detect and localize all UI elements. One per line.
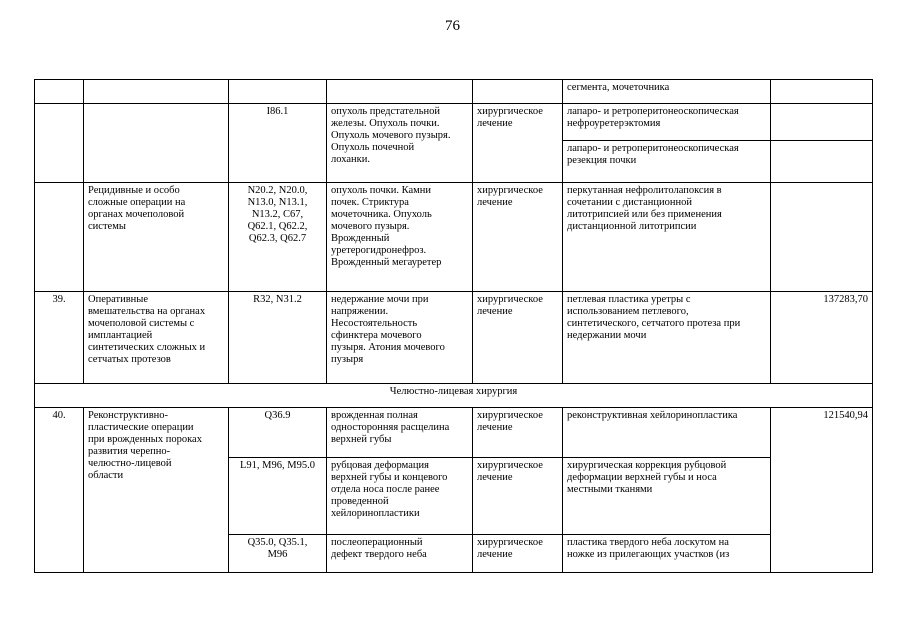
table-row — [35, 80, 873, 104]
treatment-method: пластика твердого неба лоскутом на ножке из прилегающих участков (из — [563, 535, 771, 573]
table-row — [35, 292, 873, 384]
treatment-type: хирургическое лечение — [473, 458, 563, 535]
page-number: 76 — [445, 18, 460, 34]
price — [771, 104, 873, 141]
group-name — [84, 104, 229, 183]
diagnosis: врожденная полная односторонняя расщелина верхней губы — [327, 408, 473, 458]
diagnosis: опухоль почки. Камни почек. Стриктура мочеточника. Опухоль мочевого пузыря. Врожденный уретерогидронефроз. Врожденный мегауретер — [327, 183, 473, 292]
price: 137283,70 — [771, 292, 873, 384]
diagnosis: послеоперационный дефект твердого неба — [327, 535, 473, 573]
table-row — [35, 408, 873, 458]
icd-code: Q35.0, Q35.1, M96 — [229, 535, 327, 573]
group-name: Рецидивные и особо сложные операции на органах мочеполовой системы — [84, 183, 229, 292]
icd-code: L91, M96, M95.0 — [229, 458, 327, 535]
treatment-method: перкутанная нефролитолапоксия в сочетании с дистанционной литотрипсией или без применения дистанционной литотрипсии — [563, 183, 771, 292]
treatment-type: хирургическое лечение — [473, 292, 563, 384]
row-number: 39. — [35, 292, 84, 384]
treatment-type: хирургическое лечение — [473, 408, 563, 458]
price — [771, 183, 873, 292]
section-title: Челюстно-лицевая хирургия — [35, 384, 873, 408]
icd-code: N20.2, N20.0, N13.0, N13.1, N13.2, C67, Q62.1, Q62.2, Q62.3, Q62.7 — [229, 183, 327, 292]
group-name: Оперативные вмешательства на органах мочеполовой системы с имплантацией синтетических сложных и сетчатых протезов — [84, 292, 229, 384]
diagnosis — [327, 80, 473, 104]
table-row — [35, 104, 873, 141]
row-number — [35, 80, 84, 104]
treatment-type: хирургическое лечение — [473, 104, 563, 183]
diagnosis: опухоль предстательной железы. Опухоль почки. Опухоль мочевого пузыря. Опухоль почечной лоханки. — [327, 104, 473, 183]
medical-services-table — [34, 79, 873, 573]
treatment-method: хирургическая коррекция рубцовой деформации верхней губы и носа местными тканями — [563, 458, 771, 535]
icd-code: Q36.9 — [229, 408, 327, 458]
price: 121540,94 — [771, 408, 873, 573]
treatment-method: сегмента, мочеточника — [563, 80, 771, 104]
treatment-method: лапаро- и ретроперитонеоскопическая резекция почки — [563, 141, 771, 183]
treatment-type — [473, 80, 563, 104]
group-name: Реконструктивно- пластические операции при врожденных пороках развития черепно- челюстно-лицевой области — [84, 408, 229, 573]
icd-code — [229, 80, 327, 104]
icd-code: R32, N31.2 — [229, 292, 327, 384]
row-number — [35, 183, 84, 292]
icd-code: I86.1 — [229, 104, 327, 183]
treatment-type: хирургическое лечение — [473, 183, 563, 292]
row-number: 40. — [35, 408, 84, 573]
price — [771, 80, 873, 104]
group-name — [84, 80, 229, 104]
treatment-method: лапаро- и ретроперитонеоскопическая нефроуретерэктомия — [563, 104, 771, 141]
price — [771, 141, 873, 183]
treatment-method: петлевая пластика уретры с использованием петлевого, синтетического, сетчатого протеза при недержании мочи — [563, 292, 771, 384]
row-number — [35, 104, 84, 183]
treatment-method: реконструктивная хейлоринопластика — [563, 408, 771, 458]
section-row — [35, 384, 873, 408]
table-row — [35, 183, 873, 292]
diagnosis: недержание мочи при напряжении. Несостоятельность сфинктера мочевого пузыря. Атония мочевого пузыря — [327, 292, 473, 384]
diagnosis: рубцовая деформация верхней губы и концевого отдела носа после ранее проведенной хейлоринопластики — [327, 458, 473, 535]
treatment-type: хирургическое лечение — [473, 535, 563, 573]
